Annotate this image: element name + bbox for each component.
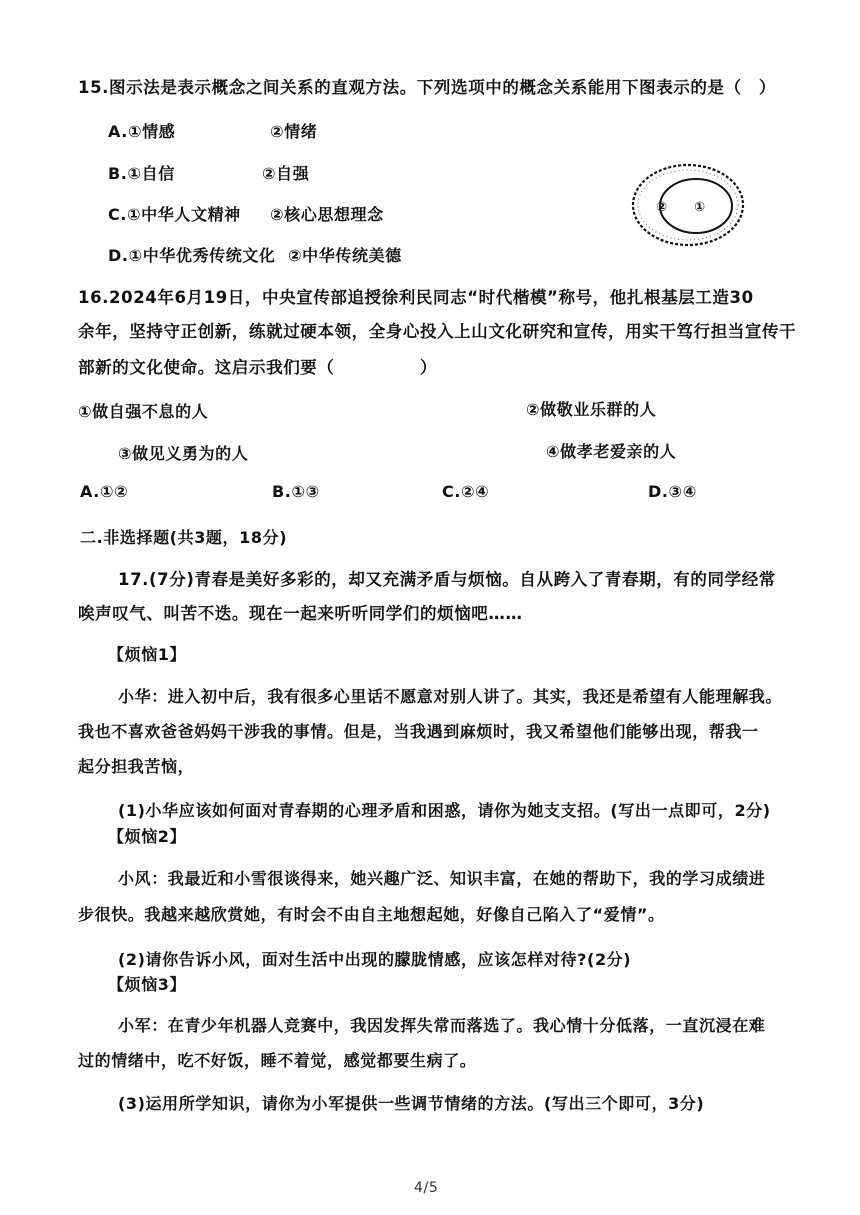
worry-2-line-1: 小风：我最近和小雪很谈得来，她兴趣广泛、知识丰富，在她的帮助下，我的学习成绩进 — [118, 869, 766, 888]
worry-1-title: 【烦恼1】 — [108, 645, 187, 664]
question-2: (2)请你告诉小风，面对生活中出现的朦胧情感，应该怎样对待?(2分) — [118, 950, 632, 969]
option-letter: B. — [108, 164, 128, 183]
q15-option-d-term-2: ②中华传统美德 — [288, 246, 402, 265]
q15-option-c — [108, 202, 241, 225]
option-letter: D. — [108, 246, 129, 265]
worry-2-title: 【烦恼2】 — [108, 827, 187, 846]
q16-stem-line-1: 16.2024年6月19日，中央宣传部追授徐利民同志“时代楷模”称号，他扎根基层工造30 — [78, 288, 754, 307]
q15-option-b — [108, 161, 175, 184]
inner-label: ① — [694, 200, 706, 215]
q15-option-d — [108, 243, 276, 266]
option-term-1: ①情感 — [127, 122, 176, 141]
option-letter: A. — [108, 122, 128, 141]
page-number: 4/5 — [414, 1180, 439, 1196]
q17-intro-line-1: 17.(7分)青春是美好多彩的，却又充满矛盾与烦恼。自从跨入了青春期，有的同学经常 — [118, 570, 776, 589]
q16-statement-4: ④做孝老爱亲的人 — [546, 442, 677, 461]
worry-1-line-2: 我也不喜欢爸爸妈妈干涉我的事情。但是，当我遇到麻烦时，我又希望他们能够出现，帮我一 — [78, 722, 759, 741]
q15-option-b-term-2: ②自强 — [262, 164, 310, 183]
q15-venn-diagram — [628, 158, 748, 250]
worry-2-line-2: 步很快。我越来越欣赏她，有时会不由自主地想起她，好像自己陷入了“爱情”。 — [78, 905, 665, 924]
q16-statement-2: ②做敬业乐群的人 — [526, 400, 657, 419]
q16-stem-line-2: 余年，坚持守正创新，练就过硬本领，全身心投入上山文化研究和宣传，用实干笃行担当宣传干 — [78, 322, 797, 341]
q16-stem-line-3: 部新的文化使命。这启示我们要（ ） — [78, 358, 438, 377]
option-letter: C. — [108, 205, 128, 224]
worry-3-title: 【烦恼3】 — [108, 975, 187, 994]
q16-statement-3: ③做见义勇为的人 — [118, 444, 249, 463]
q16-choice-a: A.①② — [80, 482, 129, 501]
q16-choice-d: D.③④ — [648, 482, 697, 501]
option-term-1: ①中华优秀传统文化 — [128, 246, 276, 265]
section-title: 二.非选择题(共3题，18分) — [80, 528, 288, 547]
worry-1-line-3: 起分担我苦恼， — [78, 757, 195, 776]
q15-stem: 15.图示法是表示概念之间关系的直观方法。下列选项中的概念关系能用下图表示的是（ ） — [78, 78, 776, 97]
worry-3-line-1: 小军：在青少年机器人竞赛中，我因发挥失常而落选了。我心情十分低落，一直沉浸在难 — [118, 1016, 766, 1035]
q17-intro-line-2: 唉声叹气、叫苦不迭。现在一起来听听同学们的烦恼吧…… — [78, 604, 523, 623]
option-term-1: ①自信 — [127, 164, 175, 183]
q16-choice-c: C.②④ — [442, 482, 490, 501]
outer-label: ② — [656, 200, 668, 215]
question-1: (1)小华应该如何面对青春期的心理矛盾和困惑，请你为她支支招。(写出一点即可，2分) — [118, 801, 771, 820]
q16-statement-1: ①做自强不息的人 — [78, 402, 209, 421]
option-term-1: ①中华人文精神 — [127, 205, 241, 224]
q15-option-a — [108, 119, 175, 142]
worry-1-line-1: 小华：进入初中后，我有很多心里话不愿意对别人讲了。其实，我还是希望有人能理解我。 — [118, 687, 783, 706]
worry-3-line-2: 过的情绪中，吃不好饭，睡不着觉，感觉都要生病了。 — [78, 1051, 477, 1070]
question-3: (3)运用所学知识，请你为小军提供一些调节情绪的方法。(写出三个即可，3分) — [118, 1094, 705, 1113]
q16-choice-b: B.①③ — [272, 482, 320, 501]
q15-option-a-term-2: ②情绪 — [270, 122, 318, 141]
q15-option-c-term-2: ②核心思想理念 — [270, 205, 384, 224]
